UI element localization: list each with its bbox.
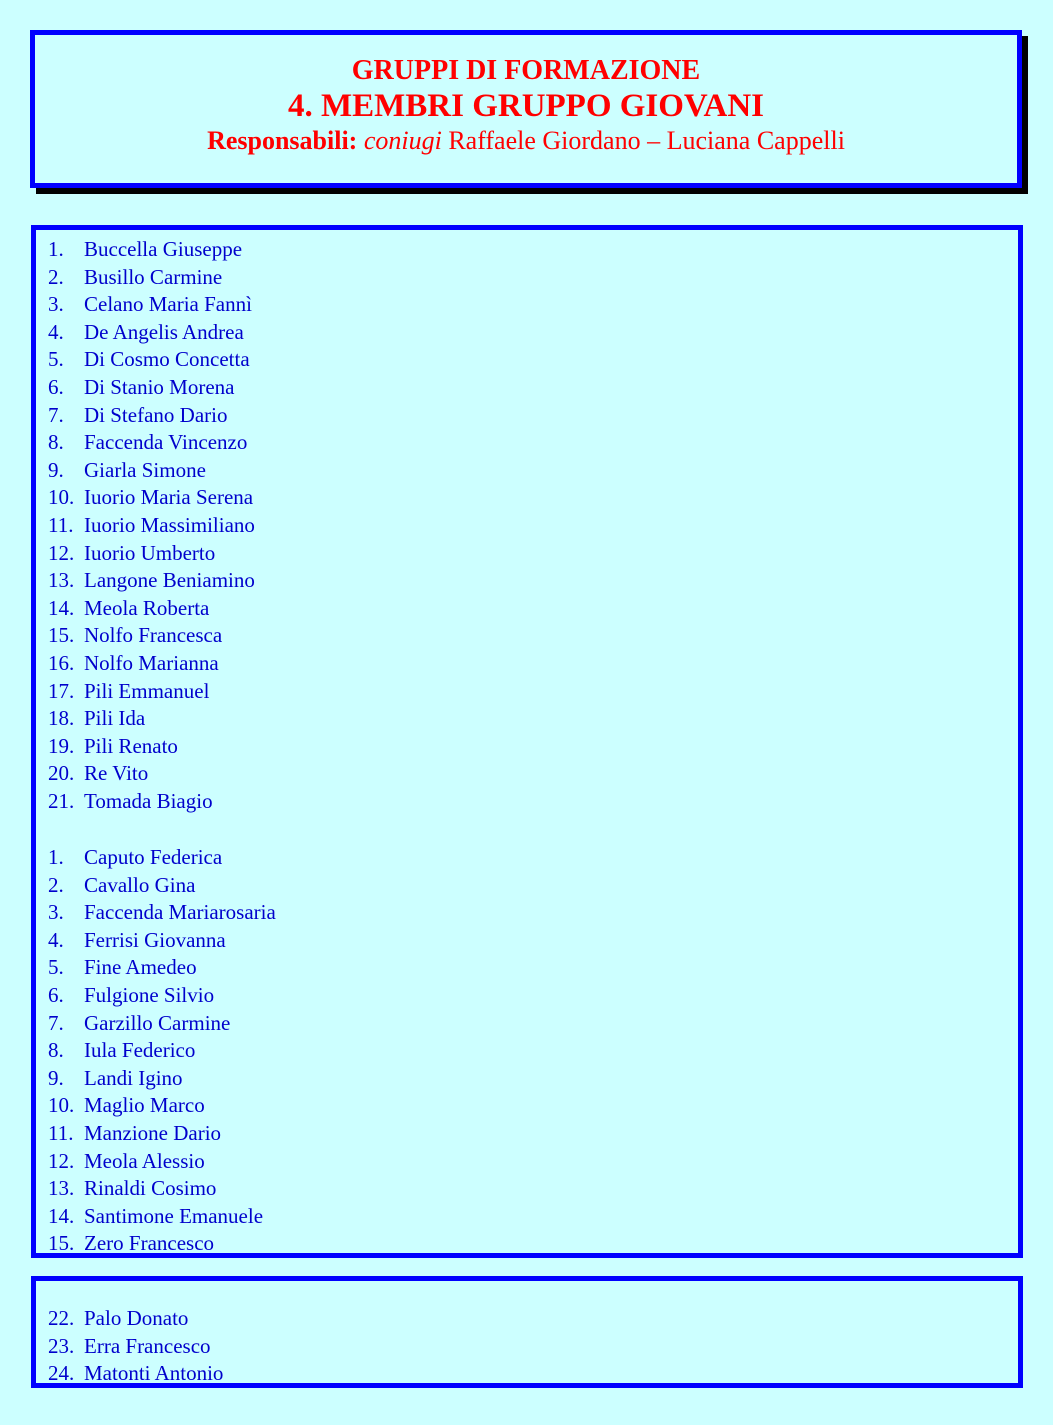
list-item bbox=[48, 540, 255, 568]
list-item bbox=[48, 678, 255, 706]
member-name: Celano Maria Fannì bbox=[84, 292, 252, 317]
list-item bbox=[48, 319, 255, 347]
member-name: Manzione Dario bbox=[84, 1120, 222, 1145]
member-name: Matonti Antonio bbox=[84, 1361, 224, 1386]
member-name: Garzillo Carmine bbox=[84, 1010, 231, 1035]
member-name: Nolfo Francesca bbox=[84, 623, 223, 648]
member-name: Di Stefano Dario bbox=[84, 402, 228, 427]
list-item bbox=[48, 733, 255, 761]
member-name: Pili Renato bbox=[84, 733, 178, 758]
member-name: Iula Federico bbox=[84, 1038, 196, 1063]
item-number: 23. bbox=[48, 1333, 75, 1358]
member-name: Iuorio Maria Serena bbox=[84, 485, 254, 510]
list-item bbox=[48, 512, 255, 540]
list-item bbox=[48, 1360, 223, 1388]
item-number: 3. bbox=[48, 292, 64, 317]
item-number: 7. bbox=[48, 402, 64, 427]
member-name: Iuorio Umberto bbox=[84, 540, 216, 565]
member-name: Caputo Federica bbox=[84, 845, 223, 869]
extra-members-box bbox=[31, 1276, 1023, 1388]
list-item bbox=[48, 872, 276, 900]
members-list-b bbox=[48, 844, 276, 1258]
page-subtitle: 4. MEMBRI GRUPPO GIOVANI bbox=[287, 88, 765, 124]
list-item bbox=[48, 236, 255, 264]
list-item bbox=[48, 954, 276, 982]
member-name: De Angelis Andrea bbox=[84, 319, 244, 344]
member-name: Palo Donato bbox=[84, 1306, 189, 1330]
item-number: 8. bbox=[48, 1038, 64, 1063]
item-number: 11. bbox=[48, 512, 74, 537]
member-name: Rinaldi Cosimo bbox=[84, 1176, 217, 1201]
list-item bbox=[48, 1230, 276, 1258]
responsabili-line bbox=[35, 125, 1017, 157]
member-name: Santimone Emanuele bbox=[84, 1203, 264, 1228]
item-number: 11. bbox=[48, 1120, 74, 1145]
list-item bbox=[48, 788, 255, 816]
member-name: Nolfo Marianna bbox=[84, 650, 219, 675]
member-name: Meola Alessio bbox=[84, 1148, 205, 1173]
item-number: 22. bbox=[48, 1306, 75, 1330]
list-item bbox=[48, 1148, 276, 1176]
item-number: 14. bbox=[48, 595, 75, 620]
member-name: Langone Beniamino bbox=[84, 568, 255, 593]
member-name: Giarla Simone bbox=[84, 457, 206, 482]
member-name: Pili Ida bbox=[84, 706, 146, 731]
item-number: 10. bbox=[48, 1093, 75, 1118]
list-item bbox=[48, 705, 255, 733]
member-name: Di Stanio Morena bbox=[84, 374, 235, 399]
member-name: Faccenda Mariarosaria bbox=[84, 900, 276, 925]
member-name: Tomada Biagio bbox=[84, 788, 213, 813]
list-item bbox=[48, 1037, 276, 1065]
item-number: 4. bbox=[48, 319, 64, 344]
item-number: 5. bbox=[48, 347, 64, 372]
member-name: Cavallo Gina bbox=[84, 872, 196, 897]
item-number: 8. bbox=[48, 430, 64, 455]
responsabili-names: Raffaele Giordano – Luciana Cappelli bbox=[448, 126, 845, 155]
item-number: 9. bbox=[48, 457, 64, 482]
header-box bbox=[30, 30, 1022, 188]
item-number: 7. bbox=[48, 1010, 64, 1035]
list-item bbox=[48, 1120, 276, 1148]
item-number: 12. bbox=[48, 540, 75, 565]
list-item bbox=[48, 899, 276, 927]
item-number: 1. bbox=[48, 845, 64, 869]
item-number: 3. bbox=[48, 900, 64, 925]
list-item bbox=[48, 1175, 276, 1203]
item-number: 1. bbox=[48, 237, 64, 261]
item-number: 5. bbox=[48, 955, 64, 980]
list-item bbox=[48, 760, 255, 788]
member-name: Zero Francesco bbox=[84, 1231, 215, 1256]
list-item bbox=[48, 622, 255, 650]
item-number: 20. bbox=[48, 761, 75, 786]
list-item bbox=[48, 567, 255, 595]
member-name: Di Cosmo Concetta bbox=[84, 347, 250, 372]
member-name: Fine Amedeo bbox=[84, 955, 197, 980]
list-item bbox=[48, 595, 255, 623]
item-number: 12. bbox=[48, 1148, 75, 1173]
item-number: 6. bbox=[48, 374, 64, 399]
list-item bbox=[48, 484, 255, 512]
item-number: 19. bbox=[48, 733, 75, 758]
item-number: 13. bbox=[48, 568, 75, 593]
list-item bbox=[48, 1065, 276, 1093]
list-item bbox=[48, 1203, 276, 1231]
members-list-a bbox=[48, 236, 255, 815]
item-number: 4. bbox=[48, 927, 64, 952]
member-name: Landi Igino bbox=[84, 1065, 183, 1090]
list-item bbox=[48, 457, 255, 485]
item-number: 10. bbox=[48, 485, 75, 510]
page-title: GRUPPI DI FORMAZIONE bbox=[351, 55, 701, 86]
list-item bbox=[48, 346, 255, 374]
item-number: 24. bbox=[48, 1361, 75, 1386]
item-number: 14. bbox=[48, 1203, 75, 1228]
member-name: Faccenda Vincenzo bbox=[84, 430, 248, 455]
responsabili-label: Responsabili: bbox=[207, 126, 358, 155]
member-name: Pili Emmanuel bbox=[84, 678, 210, 703]
member-name: Fulgione Silvio bbox=[84, 982, 215, 1007]
member-name: Erra Francesco bbox=[84, 1333, 211, 1358]
list-item bbox=[48, 1305, 223, 1333]
item-number: 13. bbox=[48, 1176, 75, 1201]
list-item bbox=[48, 402, 255, 430]
list-item bbox=[48, 927, 276, 955]
member-name: Maglio Marco bbox=[84, 1093, 205, 1118]
list-item bbox=[48, 291, 255, 319]
item-number: 21. bbox=[48, 788, 75, 813]
members-box bbox=[31, 225, 1023, 1258]
list-item bbox=[48, 429, 255, 457]
item-number: 15. bbox=[48, 623, 75, 648]
list-item bbox=[48, 264, 255, 292]
item-number: 15. bbox=[48, 1231, 75, 1256]
item-number: 9. bbox=[48, 1065, 64, 1090]
member-name: Buccella Giuseppe bbox=[84, 237, 243, 261]
members-list-c bbox=[48, 1305, 223, 1388]
list-item bbox=[48, 1092, 276, 1120]
item-number: 16. bbox=[48, 650, 75, 675]
member-name: Iuorio Massimiliano bbox=[84, 512, 255, 537]
item-number: 6. bbox=[48, 982, 64, 1007]
item-number: 18. bbox=[48, 706, 75, 731]
item-number: 2. bbox=[48, 264, 64, 289]
member-name: Busillo Carmine bbox=[84, 264, 223, 289]
item-number: 2. bbox=[48, 872, 64, 897]
list-item bbox=[48, 1333, 223, 1361]
list-item bbox=[48, 1010, 276, 1038]
item-number: 17. bbox=[48, 678, 75, 703]
member-name: Ferrisi Giovanna bbox=[84, 927, 226, 952]
member-name: Re Vito bbox=[84, 761, 149, 786]
responsabili-role: coniugi bbox=[363, 126, 442, 155]
list-item bbox=[48, 844, 276, 872]
member-name: Meola Roberta bbox=[84, 595, 210, 620]
list-item bbox=[48, 650, 255, 678]
list-item bbox=[48, 374, 255, 402]
list-item bbox=[48, 982, 276, 1010]
